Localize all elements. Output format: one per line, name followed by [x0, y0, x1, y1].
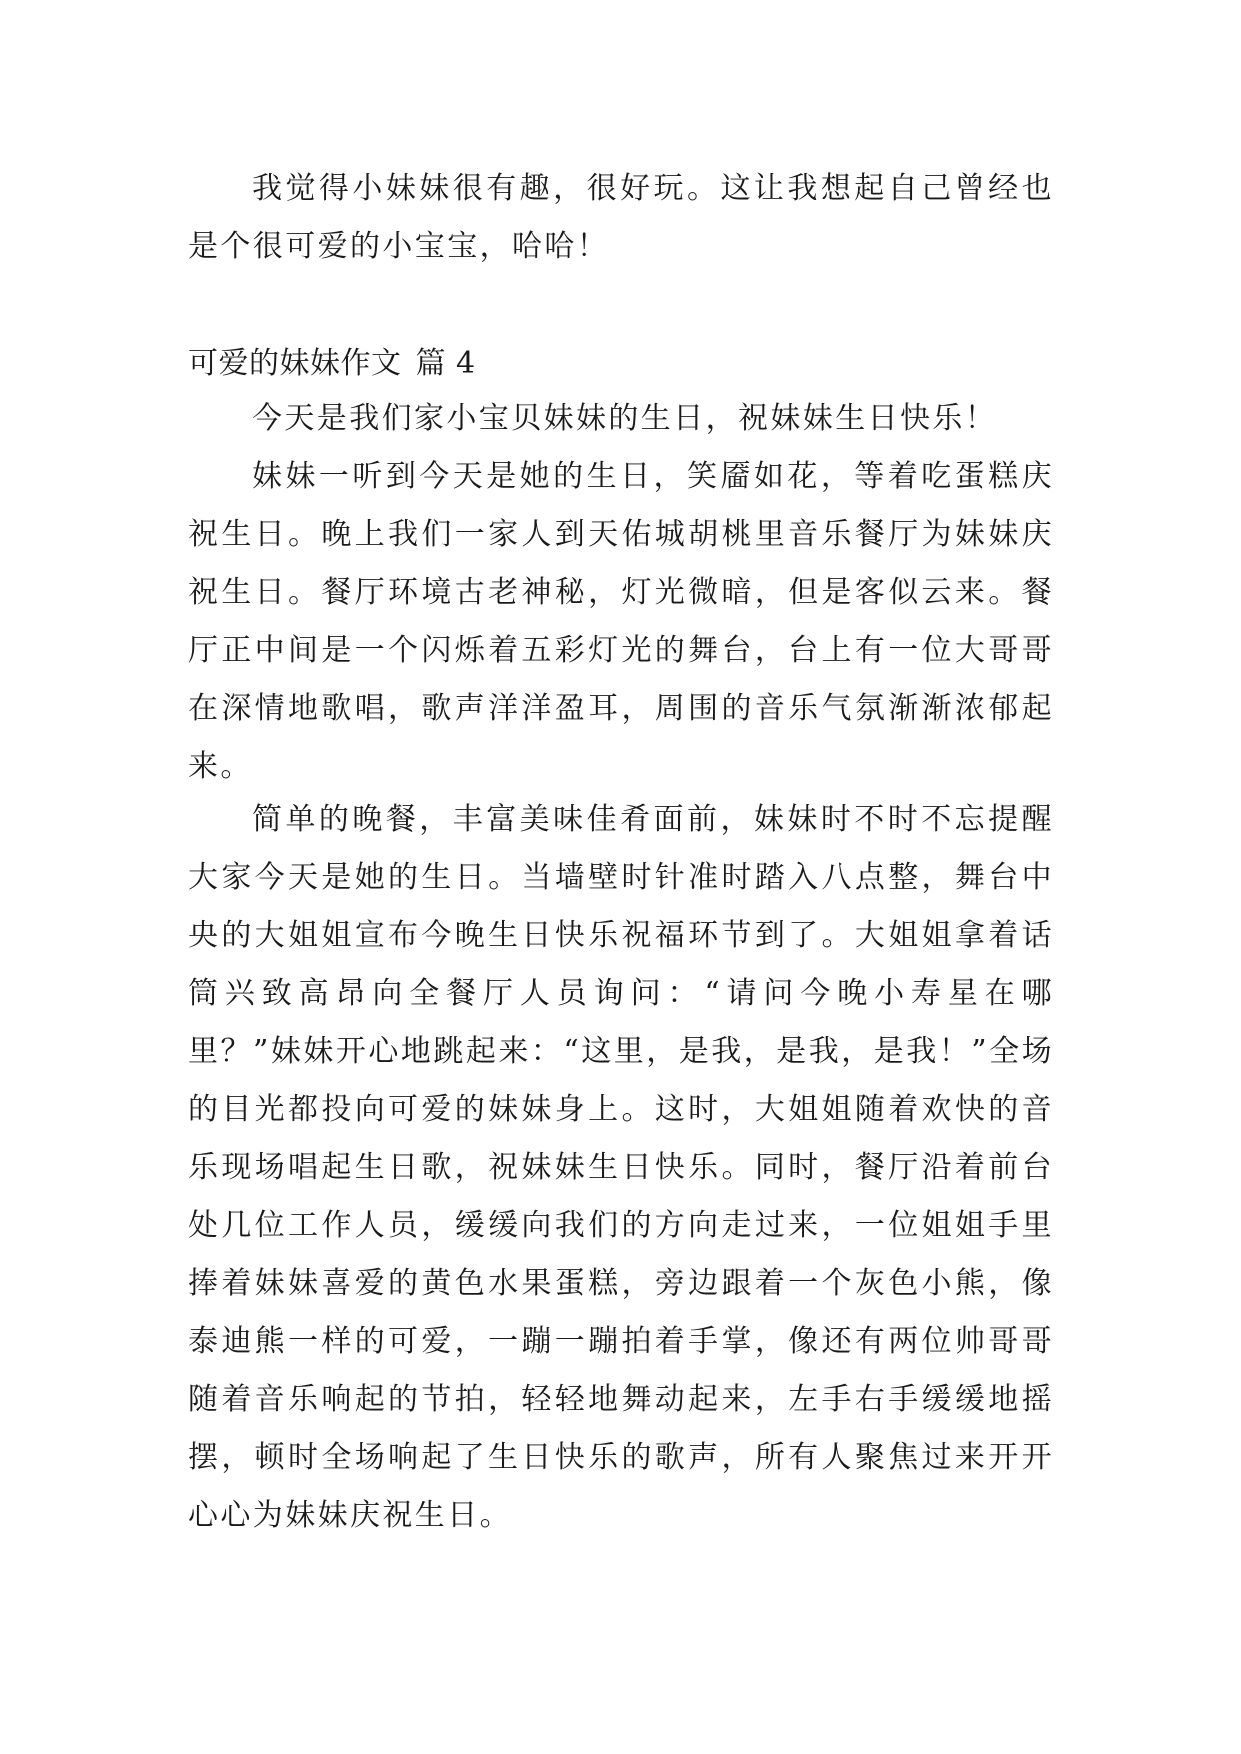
- paragraph-2: 妹妹一听到今天是她的生日，笑靥如花，等着吃蛋糕庆祝生日。晚上我们一家人到天佑城胡桃里音乐餐厅为妹妹庆祝生日。餐厅环境古老神秘，灯光微暗，但是客似云来。餐厅正中间是一个闪烁着五彩灯光的舞台，台上有一位大哥哥在深情地歌唱，歌声洋洋盈耳，周围的音乐气氛渐渐浓郁起来。: [188, 459, 1054, 784]
- paragraph-1: 今天是我们家小宝贝妹妹的生日，祝妹妹生日快乐！: [252, 401, 998, 436]
- section-label: 篇 4: [415, 346, 476, 381]
- paragraph-3: 简单的晚餐，丰富美味佳肴面前，妹妹时不时不忘提醒大家今天是她的生日。当墙壁时针准时踏入八点整，舞台中央的大姐姐宣布今晚生日快乐祝福环节到了。大姐姐拿着话筒兴致高昂向全餐厅人员询问：“请问今晚小寿星在哪里？”妹妹开心地跳起来：“这里，是我，是我，是我！”全场的目光都投向可爱的妹妹身上。这时，大姐姐随着欢快的音乐现场唱起生日歌，祝妹妹生日快乐。同时，餐厅沿着前台处几位工作人员，缓缓向我们的方向走过来，一位姐姐手里捧着妹妹喜爱的黄色水果蛋糕，旁边跟着一个灰色小熊，像泰迪熊一样的可爱，一蹦一蹦拍着手掌，像还有两位帅哥哥随着音乐响起的节拍，轻轻地舞动起来，左手右手缓缓地摇摆，顿时全场响起了生日快乐的歌声，所有人聚焦过来开开心心为妹妹庆祝生日。: [188, 802, 1054, 1533]
- section-title: 可爱的妹妹作文: [188, 346, 402, 381]
- section-heading: [188, 335, 476, 393]
- intro-paragraph: 我觉得小妹妹很有趣，很好玩。这让我想起自己曾经也是个很可爱的小宝宝，哈哈！: [188, 171, 1054, 264]
